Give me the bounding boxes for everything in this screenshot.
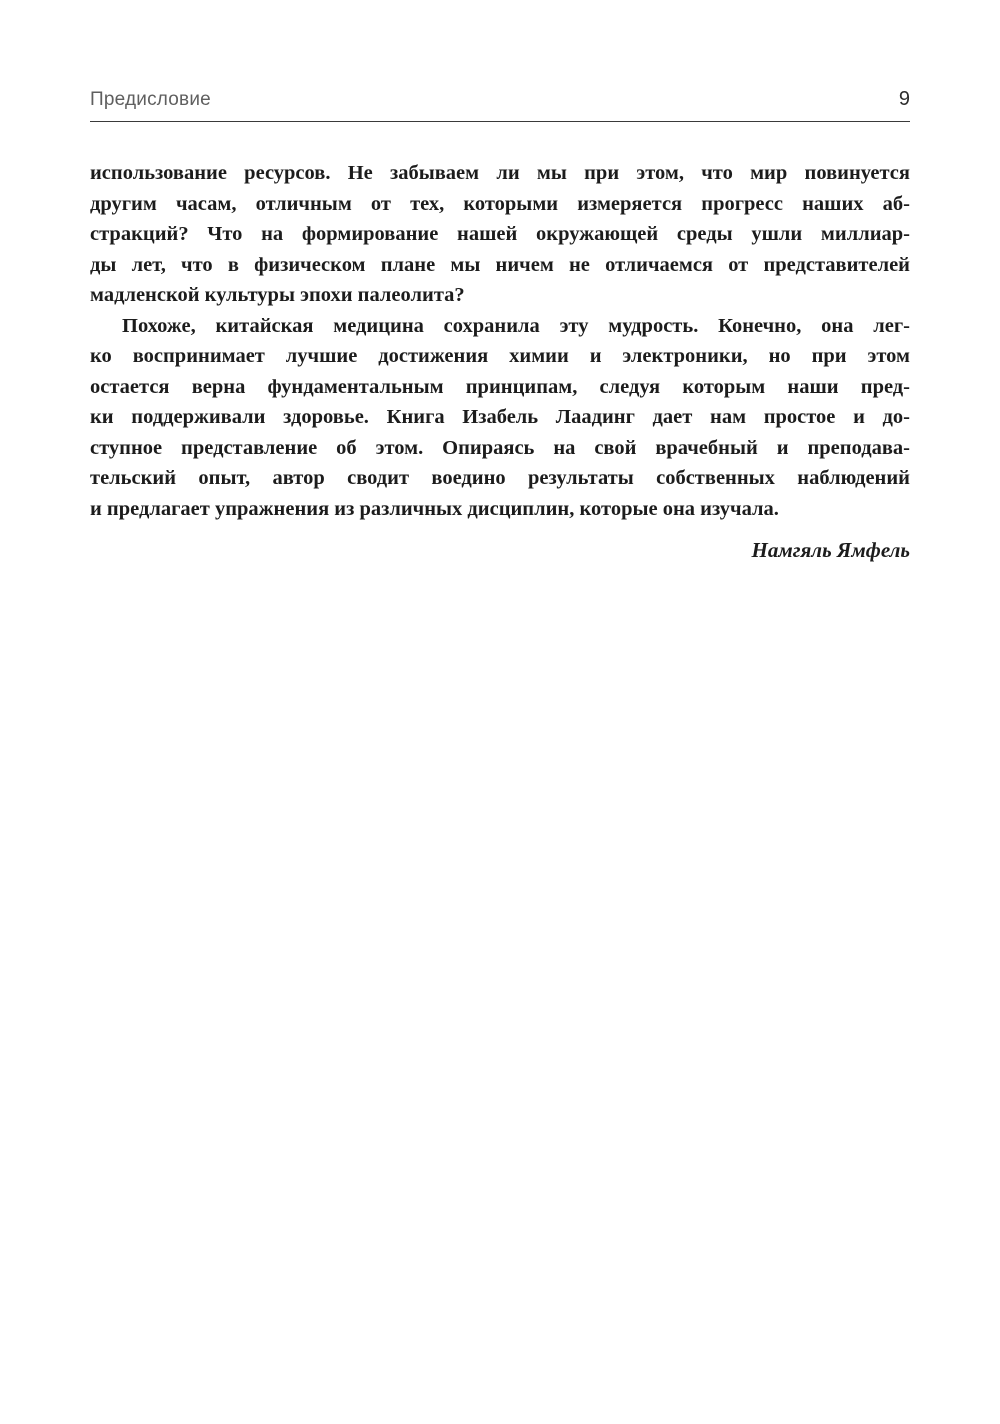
text-line: Похоже, китайская медицина сохранила эту мудрость. Конечно, она лег- xyxy=(122,314,910,337)
text-line: тельский опыт, автор сводит воедино результаты собственных наблюдений xyxy=(90,467,910,489)
author-signature: Намгяль Ямфель xyxy=(751,538,910,562)
page-number: 9 xyxy=(898,88,910,110)
text-line: стракций? Что на формирование нашей окружающей среды ушли миллиар- xyxy=(90,223,910,245)
running-head-title: Предисловие xyxy=(90,89,211,110)
text-line: остается верна фундаментальным принципам, следуя которым наши пред- xyxy=(90,375,910,398)
page-header xyxy=(90,0,910,122)
text-line: другим часам, отличным от тех, которыми измеряется прогресс наших аб- xyxy=(90,192,910,215)
text-line: мадленской культуры эпохи палеолита? xyxy=(90,284,465,306)
paragraph xyxy=(90,311,910,525)
text-line: использование ресурсов. Не забываем ли мы при этом, что мир повинуется xyxy=(90,162,910,184)
paragraph xyxy=(90,158,910,311)
text-line: ко воспринимает лучшие достижения химии и электроники, но при этом xyxy=(90,345,910,367)
text-line: ступное представление об этом. Опираясь на свой врачебный и преподава- xyxy=(90,436,910,459)
body-text xyxy=(90,158,910,566)
text-line: и предлагает упражнения из различных дисциплин, которые она изучала. xyxy=(90,497,779,520)
text-line: ды лет, что в физическом плане мы ничем не отличаемся от представителей xyxy=(90,253,910,276)
page-content xyxy=(90,0,910,566)
text-line: ки поддерживали здоровье. Книга Изабель Лаадинг дает нам простое и до- xyxy=(90,406,910,428)
